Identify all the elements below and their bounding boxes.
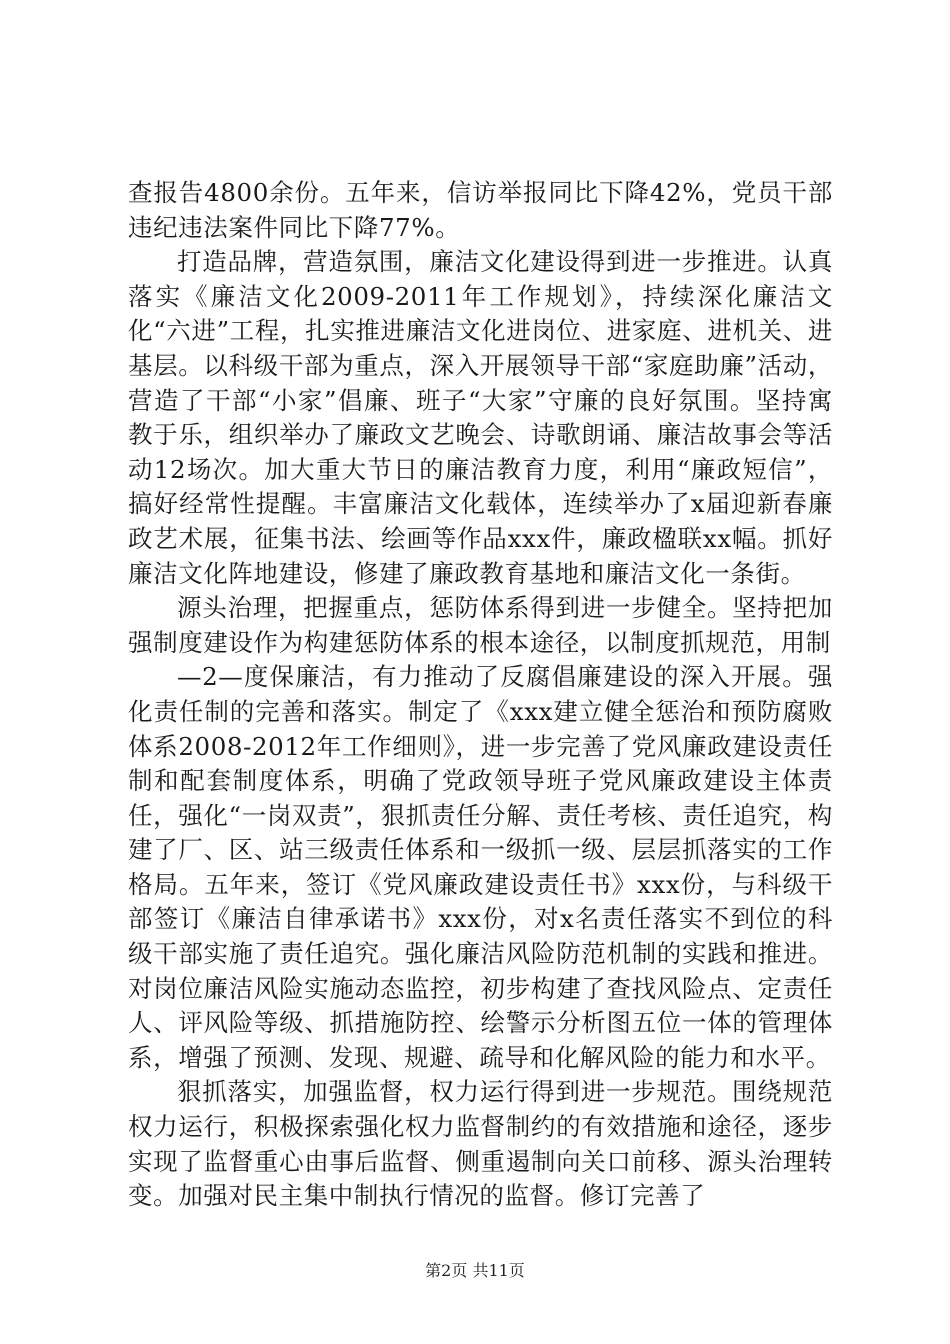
paragraph-3: 源头治理，把握重点，惩防体系得到进一步健全。坚持把加强制度建设作为构建惩防体系的根本途径，以制度抓规范，用制	[128, 593, 833, 657]
page-footer: 第2页 共11页	[425, 1261, 525, 1280]
paragraph-4: —2—度保廉洁，有力推动了反腐倡廉建设的深入开展。强化责任制的完善和落实。制定了《xxx建立健全惩治和预防腐败体系2008-2012年工作细则》，进一步完善了党风廉政建设责任制和配套制度体系，明确了党政领导班子党风廉政建设主体责任，强化“一岗双责”，狠抓责任分解、责任考核、责任追究，构建了厂、区、站三级责任体系和一级抓一级、层层抓落实的工作格局。五年来，签订《党风廉政建设责任书》xxx份，与科级干部签订《廉洁自律承诺书》xxx份，对x名责任落实不到位的科级干部实施了责任追究。强化廉洁风险防范机制的实践和推进。对岗位廉洁风险实施动态监控，初步构建了查找风险点、定责任人、评风险等级、抓措施防控、绘警示分析图五位一体的管理体系，增强了预测、发现、规避、疏导和化解风险的能力和水平。	[128, 662, 833, 1072]
paragraph-1: 查报告4800余份。五年来，信访举报同比下降42%，党员干部违纪违法案件同比下降77%。	[128, 178, 833, 242]
paragraph-5: 狠抓落实，加强监督，权力运行得到进一步规范。围绕规范权力运行，积极探索强化权力监督制约的有效措施和途径，逐步实现了监督重心由事后监督、侧重遏制向关口前移、源头治理转变。加强对民主集中制执行情况的监督。修订完善了	[128, 1077, 833, 1211]
paragraph-2: 打造品牌，营造氛围，廉洁文化建设得到进一步推进。认真落实《廉洁文化2009-2011年工作规划》，持续深化廉洁文化“六进”工程，扎实推进廉洁文化进岗位、进家庭、进机关、进基层。以科级干部为重点，深入开展领导干部“家庭助廉”活动，营造了干部“小家”倡廉、班子“大家”守廉的良好氛围。坚持寓教于乐，组织举办了廉政文艺晚会、诗歌朗诵、廉洁故事会等活动12场次。加大重大节日的廉洁教育力度，利用“廉政短信”，搞好经常性提醒。丰富廉洁文化载体，连续举办了x届迎新春廉政艺术展，征集书法、绘画等作品xxx件，廉政楹联xx幅。抓好廉洁文化阵地建设，修建了廉政教育基地和廉洁文化一条街。	[128, 247, 833, 588]
document-body	[128, 176, 833, 1214]
